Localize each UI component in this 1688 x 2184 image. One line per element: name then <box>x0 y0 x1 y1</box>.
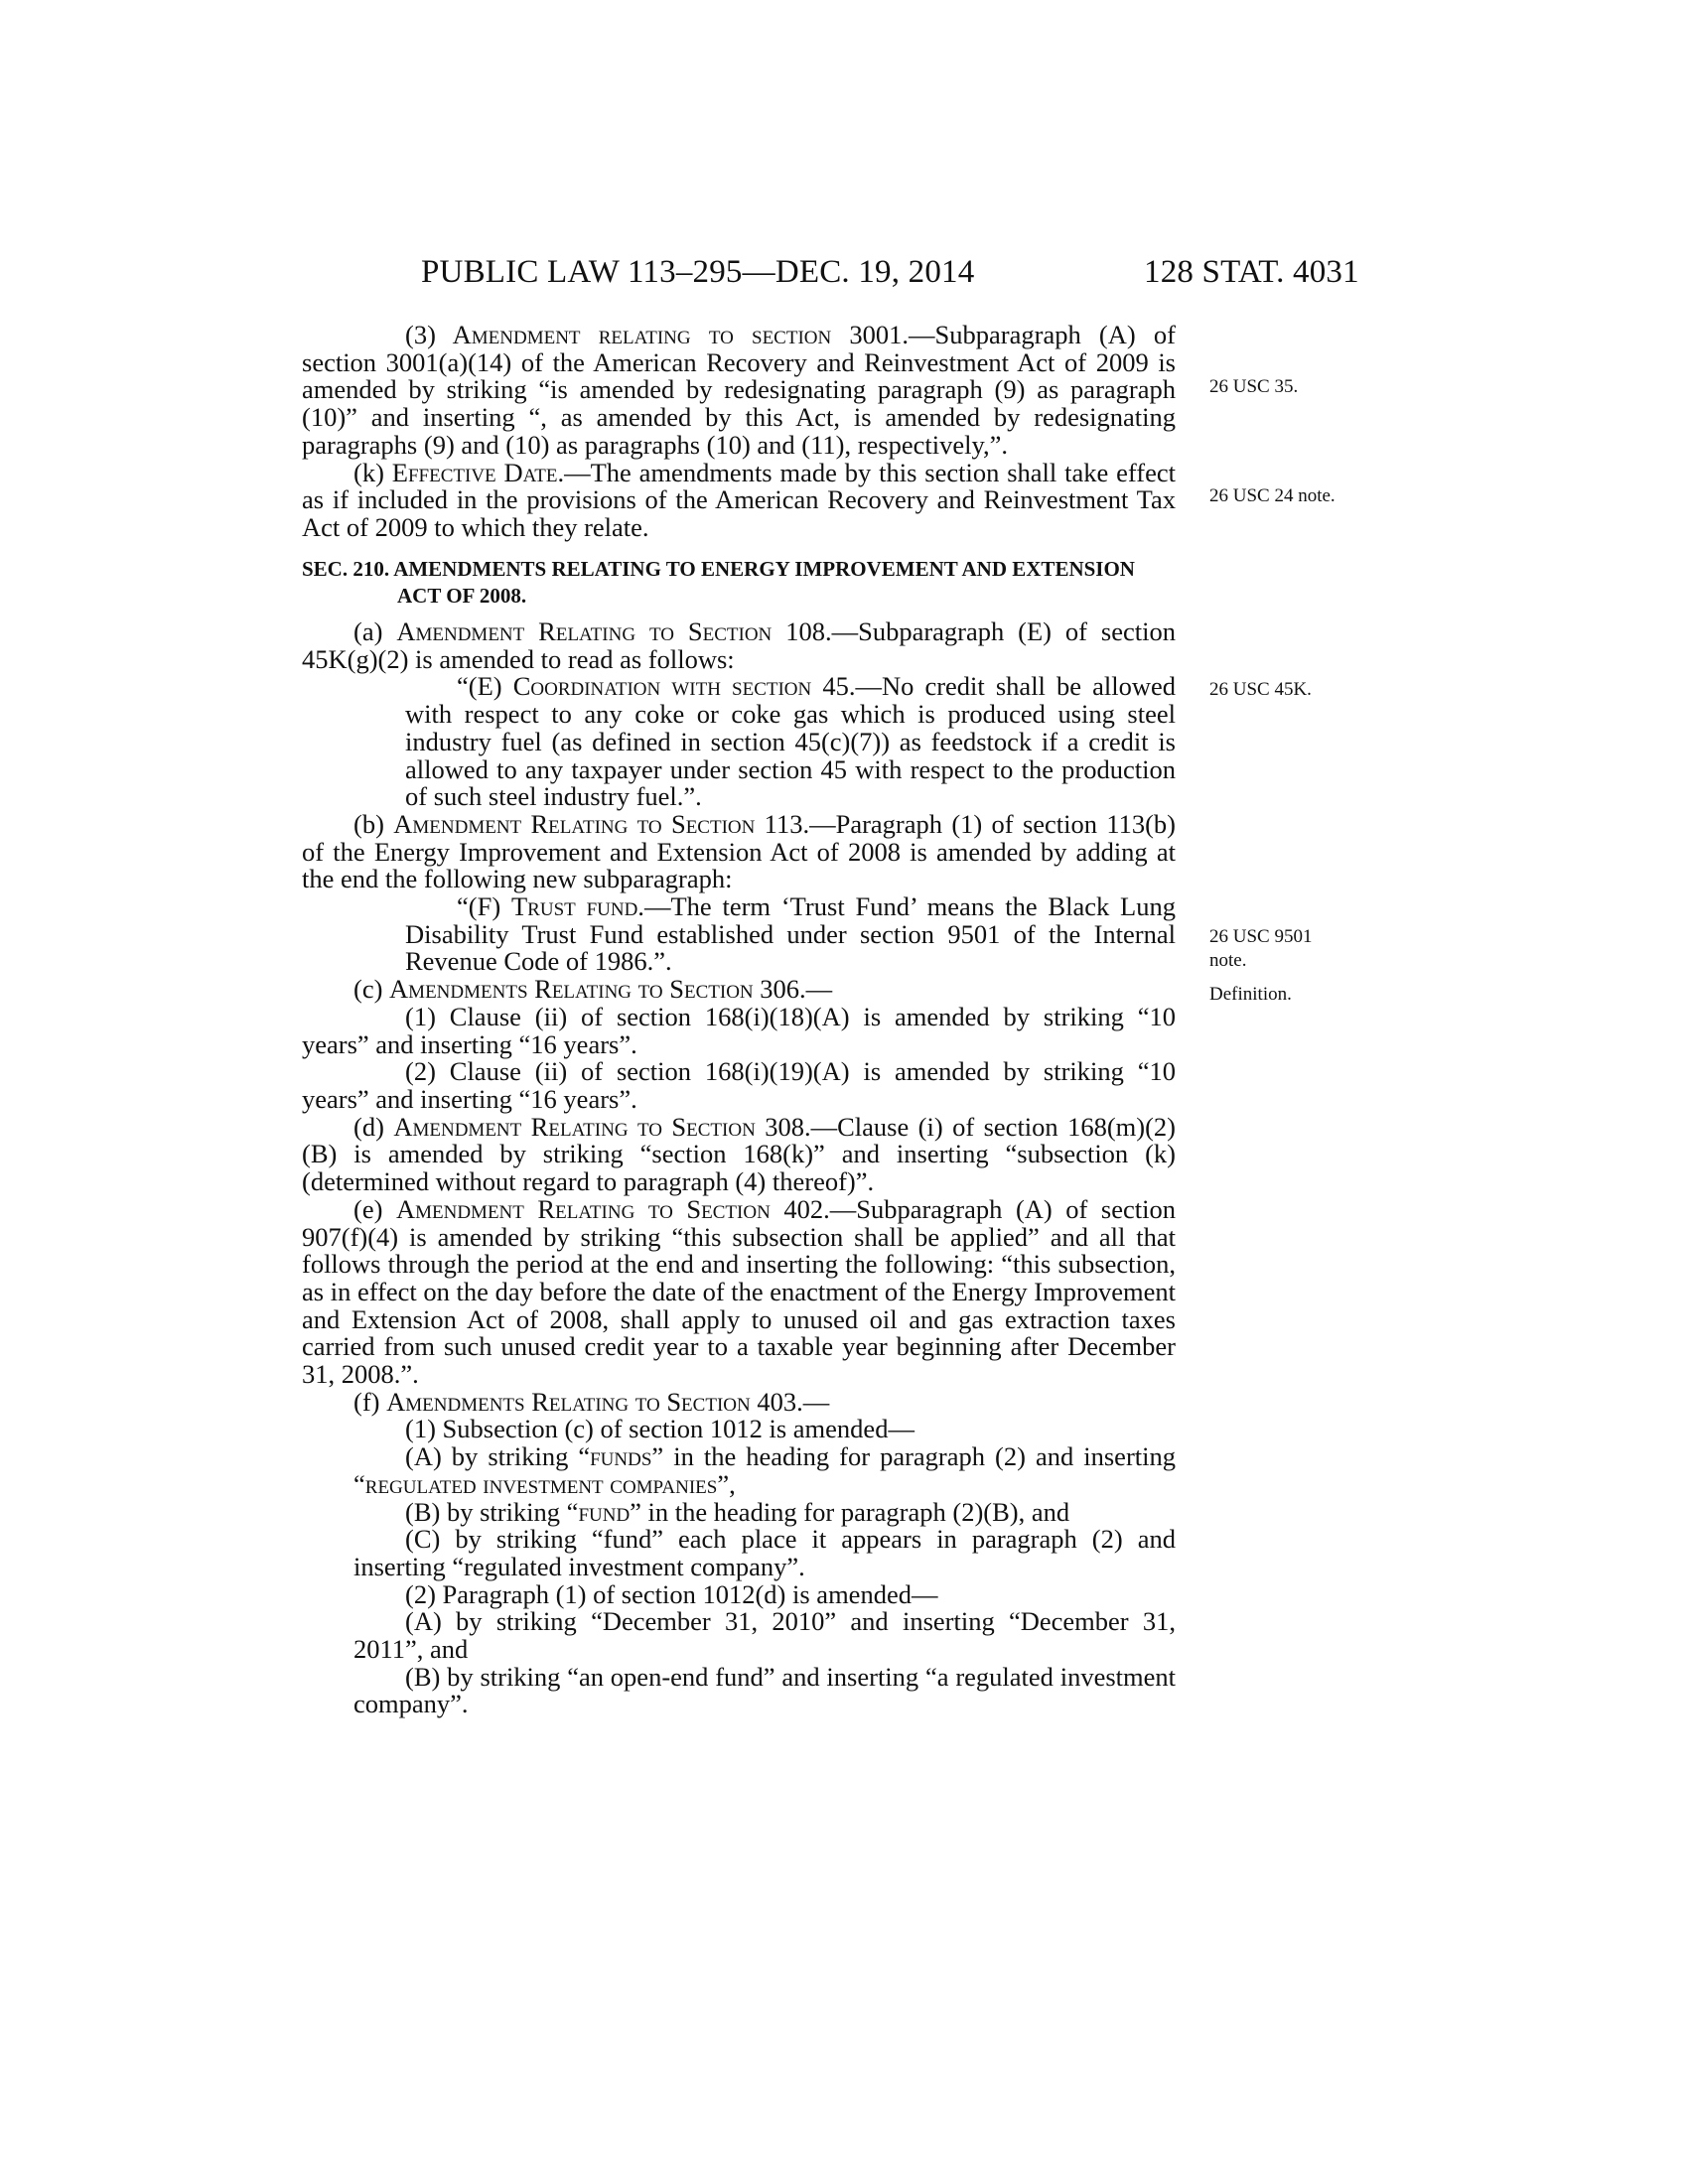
paragraph-k <box>302 457 1176 542</box>
paragraph-e <box>302 1193 1176 1390</box>
text-run: ” in the heading for paragraph (2) and inserting “ <box>353 1441 1176 1499</box>
text-run: fund <box>578 1496 631 1527</box>
paragraph-heading: Amendments Relating to Section 403. <box>386 1386 803 1417</box>
paragraph-text: —Clause (i) of section 168(m)(2)(B) is amended by striking “section 168(k)” and inserting “subsection (k) (determined without regard to paragraph (4) thereof)”. <box>302 1111 1177 1197</box>
paragraph-heading: Amendment Relating to Section 108. <box>396 616 832 647</box>
paragraph-text: —Subparagraph (A) of section 907(f)(4) is amended by striking “this subsection shall be applied” and all that follows through the period at the end and inserting the following: “this subsection, as in effect on the day before the date of the enactment of the Energy Improvement and Extension Act of 2008, shall apply to unused oil and gas extraction taxes carried from such unused credit year to a taxable year beginning after December 31, 2008.”. <box>302 1193 1176 1390</box>
paragraph-3 <box>302 322 1176 460</box>
paragraph-heading: Effective Date. <box>391 457 565 487</box>
paragraph-label: (c) <box>353 974 390 1005</box>
paragraph-f-2-a: (A) by striking “December 31, 2010” and inserting “December 31, 2011”, and <box>353 1606 1176 1665</box>
paragraph-f <box>302 1386 1176 1417</box>
paragraph-f-1-c: (C) by striking “fund” each place it appears in paragraph (2) and inserting “regulated investment company”. <box>353 1524 1176 1581</box>
paragraph-text: — <box>802 1386 830 1417</box>
paragraph-label: (f) <box>353 1386 387 1417</box>
paragraph-c-1: (1) Clause (ii) of section 168(i)(18)(A) is amended by striking “10 years” and inserting “16 years”. <box>302 1001 1176 1059</box>
text-run: ”, <box>717 1468 736 1499</box>
section-heading: SEC. 210. AMENDMENTS RELATING TO ENERGY IMPROVEMENT AND EXTENSION ACT OF 2008. <box>302 556 1135 609</box>
paragraph-f-2-b: (B) by striking “an open-end fund” and inserting “a regulated investment company”. <box>353 1661 1176 1719</box>
paragraph-text: — <box>805 974 833 1005</box>
document-body <box>302 322 1176 1718</box>
paragraph-heading: Amendments Relating to Section 306. <box>389 974 806 1005</box>
quoted-subparagraph-e <box>302 673 1176 811</box>
paragraph-f-2: (2) Paragraph (1) of section 1012(d) is amended— <box>405 1578 938 1609</box>
paragraph-label: (a) <box>353 616 397 647</box>
paragraph-label: (d) <box>353 1111 394 1142</box>
margin-note-usc-9501: 26 USC 9501 <box>1209 926 1313 947</box>
paragraph-a <box>302 618 1176 673</box>
margin-note-usc-9501-note: note. <box>1209 950 1247 971</box>
paragraph-d <box>302 1111 1177 1197</box>
margin-note-usc-45k: 26 USC 45K. <box>1209 679 1312 700</box>
paragraph-text: —Subparagraph (A) of section 3001(a)(14) of the American Recovery and Reinvestment Act of 2009 is amended by striking “is amended by redesignating paragraph (9) as paragraph (10)” and inserting “, as amended by this Act, is amended by redesignating paragraphs (9) and (10) as paragraphs (10) and (11), respectively,”. <box>302 320 1176 460</box>
text-run: (A) by striking “ <box>405 1441 591 1472</box>
text-run: ” in the heading for paragraph (2)(B), and <box>630 1496 1070 1527</box>
paragraph-text: —The term ‘Trust Fund’ means the Black Lung Disability Trust Fund established under section 9501 of the Internal Revenue Code of 1986.”. <box>405 891 1176 977</box>
paragraph-label: (k) <box>353 457 392 487</box>
paragraph-heading: Amendment Relating to Section 308. <box>393 1111 811 1142</box>
paragraph-text: —Subparagraph (E) of section 45K(g)(2) is amended to read as follows: <box>302 616 1176 674</box>
text-run: funds <box>590 1441 652 1472</box>
paragraph-heading: Coordination with section 45. <box>512 671 856 702</box>
margin-note-definition: Definition. <box>1209 984 1292 1005</box>
running-header-title: PUBLIC LAW 113–295—DEC. 19, 2014 <box>421 254 975 290</box>
paragraph-text: —Paragraph (1) of section 113(b) of the Energy Improvement and Extension Act of 2008 is amended by adding at the end the following new subparagraph: <box>302 808 1176 894</box>
paragraph-f-1-b <box>302 1496 1176 1527</box>
paragraph-text: —No credit shall be allowed with respect to any coke or coke gas which is produced using steel industry fuel (as defined in section 45(c)(7)) as feedstock if a credit is allowed to any taxpayer under section 45 with respect to the production of such steel industry fuel.”. <box>405 671 1176 812</box>
paragraph-label: (e) <box>353 1193 396 1224</box>
text-run: regulated investment companies <box>364 1468 718 1499</box>
paragraph-f-1: (1) Subsection (c) of section 1012 is amended— <box>405 1414 914 1444</box>
paragraph-heading: Amendment Relating to Section 402. <box>395 1193 830 1224</box>
running-header-page: 128 STAT. 4031 <box>1144 254 1359 290</box>
paragraph-text: —The amendments made by this section shall take effect as if included in the provisions of the American Recovery and Reinvestment Tax Act of 2009 to which they relate. <box>302 457 1176 542</box>
margin-note-usc-35: 26 USC 35. <box>1209 376 1299 397</box>
paragraph-c-2: (2) Clause (ii) of section 168(i)(19)(A) is amended by striking “10 years” and inserting “16 years”. <box>302 1056 1176 1114</box>
paragraph-f-1-a <box>302 1443 1176 1498</box>
paragraph-c <box>302 976 1176 1004</box>
text-run: (B) by striking “ <box>405 1496 579 1527</box>
paragraph-heading: Trust fund. <box>510 891 644 922</box>
margin-note-usc-24-note: 26 USC 24 note. <box>1209 485 1336 506</box>
paragraph-label: “(E) <box>457 671 513 702</box>
paragraph-heading: (3) Amendment relating to section 3001. <box>405 320 910 349</box>
paragraph-b <box>302 808 1176 894</box>
paragraph-label: “(F) <box>457 891 511 922</box>
quoted-subparagraph-f <box>302 893 1176 976</box>
paragraph-heading: Amendment Relating to Section 113. <box>393 808 810 839</box>
paragraph-label: (b) <box>353 808 394 839</box>
